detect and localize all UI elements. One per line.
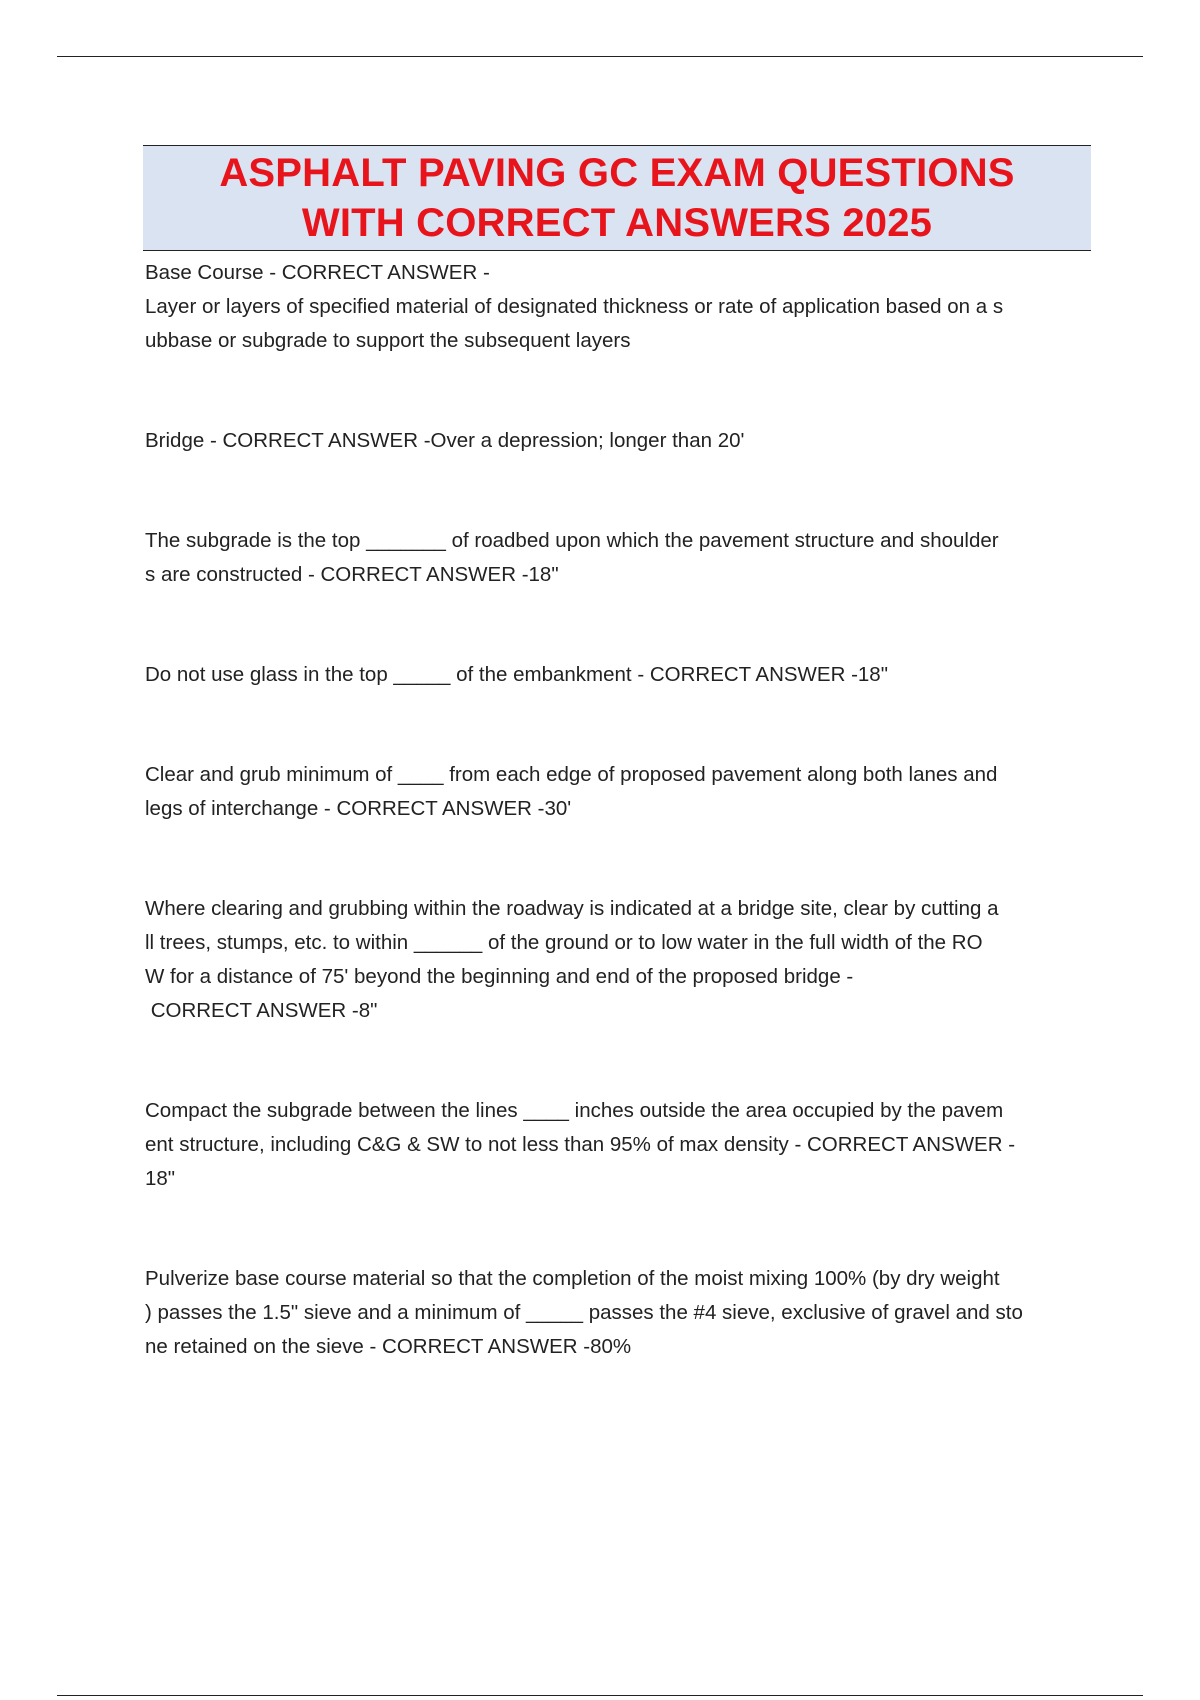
qa-item-pulverize-base: Pulverize base course material so that the completion of the moist mixing 100% (by dry weight ) passes the 1.5" sieve and a minimum of _____ passes the #4 sieve, exclusive of gravel and sto ne retained on the sieve - CORRECT ANSWER -80% (145, 1267, 1023, 1358)
title-line-2: WITH CORRECT ANSWERS 2025 (301, 201, 933, 245)
qa-item-bridge-site-clearing: Where clearing and grubbing within the roadway is indicated at a bridge site, clear by cutting a ll trees, stumps, etc. to within ______ of the ground or to low water in the full width of the RO W for a distance of 75' beyond the beginning and end of the proposed bridge - CORRECT ANSWER -8" (145, 897, 999, 1022)
qa-list (145, 256, 1090, 1364)
bottom-divider (57, 1695, 1143, 1696)
title-line-1: ASPHALT PAVING GC EXAM QUESTIONS (219, 151, 1015, 195)
qa-item-compact-subgrade: Compact the subgrade between the lines ____ inches outside the area occupied by the pavem ent structure, including C&G & SW to not less than 95% of max density - CORRECT ANSWER - 18" (145, 1099, 1016, 1190)
top-divider (57, 56, 1143, 57)
qa-item-glass-embankment: Do not use glass in the top _____ of the embankment - CORRECT ANSWER -18" (145, 663, 888, 686)
document-title (219, 148, 1014, 248)
qa-item-base-course: Base Course - CORRECT ANSWER - Layer or layers of specified material of designated thickness or rate of application based on a s ubbase or subgrade to support the subsequent layers (145, 261, 1004, 352)
qa-item-bridge: Bridge - CORRECT ANSWER -Over a depression; longer than 20' (145, 429, 745, 452)
title-banner (143, 145, 1091, 251)
qa-item-clear-and-grub: Clear and grub minimum of ____ from each edge of proposed pavement along both lanes and legs of interchange - CORRECT ANSWER -30' (145, 763, 998, 820)
qa-item-subgrade: The subgrade is the top _______ of roadbed upon which the pavement structure and shoulder s are constructed - CORRECT ANSWER -18" (145, 529, 999, 586)
